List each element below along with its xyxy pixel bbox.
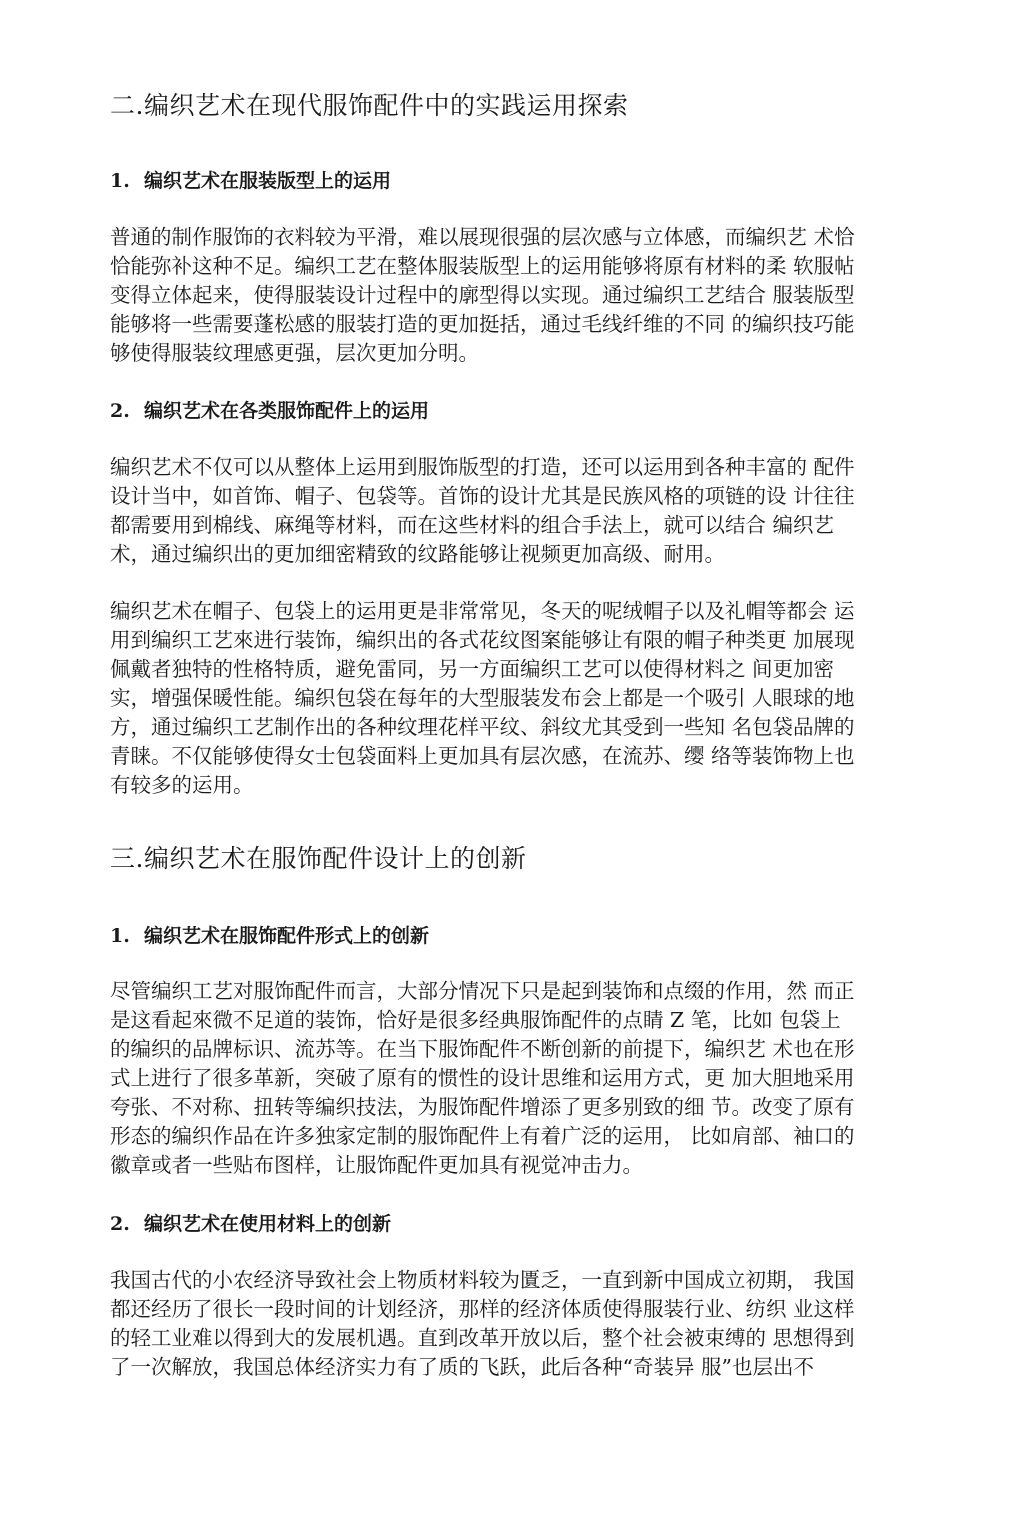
paragraph-line: 尽管编织工艺对服饰配件而言，大部分情况下只是起到装饰和点缀的作用，然 而正 bbox=[110, 979, 855, 1003]
paragraph-material-innovation bbox=[110, 1266, 918, 1382]
paragraph-line: 术，通过编织出的更加细密精致的纹路能够让视频更加高级、耐用。 bbox=[110, 542, 725, 566]
paragraph-line: 普通的制作服饰的衣料较为平滑，难以展现很强的层次感与立体感，而编织艺 术恰 bbox=[110, 225, 855, 249]
paragraph-line: 我国古代的小农经济导致社会上物质材料较为匱乏，一直到新中国成立初期， 我国 bbox=[110, 1268, 855, 1292]
paragraph-line: 的编织的品牌标识、流苏等。在当下服饰配件不断创新的前提下，编织艺 术也在形 bbox=[110, 1037, 855, 1061]
paragraph-line: 编织艺术不仅可以从整体上运用到服饰版型的打造，还可以运用到各种丰富的 配件 bbox=[110, 455, 855, 479]
paragraph-hats-bags bbox=[110, 597, 918, 800]
sub-heading-number: 2. bbox=[110, 1213, 130, 1235]
paragraph-line: 佩戴者独特的性格特质，避免雷同，另一方面编织工艺可以使得材料之 间更加密 bbox=[110, 657, 835, 681]
paragraph-line: 是这看起來微不足道的装饰，恰好是很多经典服饰配件的点睛 Z 笔，比如 包袋上 bbox=[110, 1008, 841, 1032]
paragraph-line: 的轻工业难以得到大的发展机遇。直到改革开放以后，整个社会被束缚的 思想得到 bbox=[110, 1326, 855, 1350]
paragraph-line: 徽章或者一些贴布图样，让服饰配件更加具有视觉冲击力。 bbox=[110, 1153, 643, 1177]
section-2-sub-2-heading bbox=[110, 398, 918, 424]
paragraph-line: 了一次解放，我国总体经济实力有了质的飞跃，此后各种“奇装异 服”也层出不 bbox=[110, 1355, 814, 1379]
paragraph-line: 实，增强保暖性能。编织包袋在每年的大型服装发布会上都是一个吸引 人眼球的地 bbox=[110, 686, 855, 710]
paragraph-line: 都还经历了很长一段时间的计划经济，那样的经济体质使得服装行业、纺织 业这样 bbox=[110, 1297, 855, 1321]
paragraph-line: 编织艺术在帽子、包袋上的运用更是非常常见，冬天的呢绒帽子以及礼帽等都会 运 bbox=[110, 599, 855, 623]
paragraph-line: 恰能弥补这种不足。编织工艺在整体服装版型上的运用能够将原有材料的柔 软服帖 bbox=[110, 254, 855, 278]
paragraph-line: 能够将一些需要蓬松感的服装打造的更加挺括，通过毛线纤维的不同 的编织技巧能 bbox=[110, 312, 855, 336]
paragraph-line: 式上进行了很多革新，突破了原有的惯性的设计思维和运用方式，更 加大胆地采用 bbox=[110, 1066, 855, 1090]
paragraph-line: 夸张、不对称、扭转等编织技法，为服饰配件增添了更多别致的细 节。改变了原有 bbox=[110, 1095, 855, 1119]
paragraph-line: 青睐。不仅能够使得女士包袋面料上更加具有层次感，在流苏、缨 络等装饰物上也 bbox=[110, 744, 855, 768]
paragraph-form-innovation bbox=[110, 977, 918, 1180]
sub-heading-title: 编织艺术在各类服饰配件上的运用 bbox=[144, 400, 430, 422]
section-2-heading: 二.编织艺术在现代服饰配件中的实践运用探索 bbox=[110, 91, 629, 120]
section-3-sub-1-heading bbox=[110, 923, 918, 949]
paragraph-accessories-usage bbox=[110, 453, 918, 569]
section-2-sub-1-heading bbox=[110, 168, 918, 194]
paragraph-line: 用到编织工艺來进行装饰，编织出的各式花纹图案能够让有限的帽子种类更 加展现 bbox=[110, 628, 855, 652]
sub-heading-number: 1. bbox=[110, 170, 130, 192]
paragraph-line: 够使得服装纹理感更强，层次更加分明。 bbox=[110, 341, 479, 365]
sub-heading-number: 2. bbox=[110, 400, 130, 422]
paragraph-line: 变得立体起来，使得服装设计过程中的廓型得以实现。通过编织工艺结合 服装版型 bbox=[110, 283, 855, 307]
paragraph-line: 形态的编织作品在许多独家定制的服饰配件上有着广泛的运用， 比如肩部、袖口的 bbox=[110, 1124, 855, 1148]
paragraph-line: 都需要用到棉线、麻绳等材料，而在这些材料的组合手法上，就可以结合 编织艺 bbox=[110, 513, 835, 537]
section-3-heading: 三.编织艺术在服饰配件设计上的创新 bbox=[110, 844, 527, 873]
sub-heading-title: 编织艺术在使用材料上的创新 bbox=[144, 1213, 392, 1235]
sub-heading-number: 1. bbox=[110, 925, 130, 947]
sub-heading-title: 编织艺术在服装版型上的运用 bbox=[144, 170, 392, 192]
paragraph-line: 设计当中，如首饰、帽子、包袋等。首饰的设计尤其是民族风格的项链的设 计往往 bbox=[110, 484, 855, 508]
section-3-sub-2-heading bbox=[110, 1211, 918, 1237]
sub-heading-title: 编织艺术在服饰配件形式上的创新 bbox=[144, 925, 430, 947]
paragraph-line: 方，通过编织工艺制作出的各种纹理花样平纹、斜纹尤其受到一些知 名包袋品牌的 bbox=[110, 715, 855, 739]
paragraph-line: 有较多的运用。 bbox=[110, 773, 254, 797]
paragraph-version-usage bbox=[110, 223, 918, 368]
